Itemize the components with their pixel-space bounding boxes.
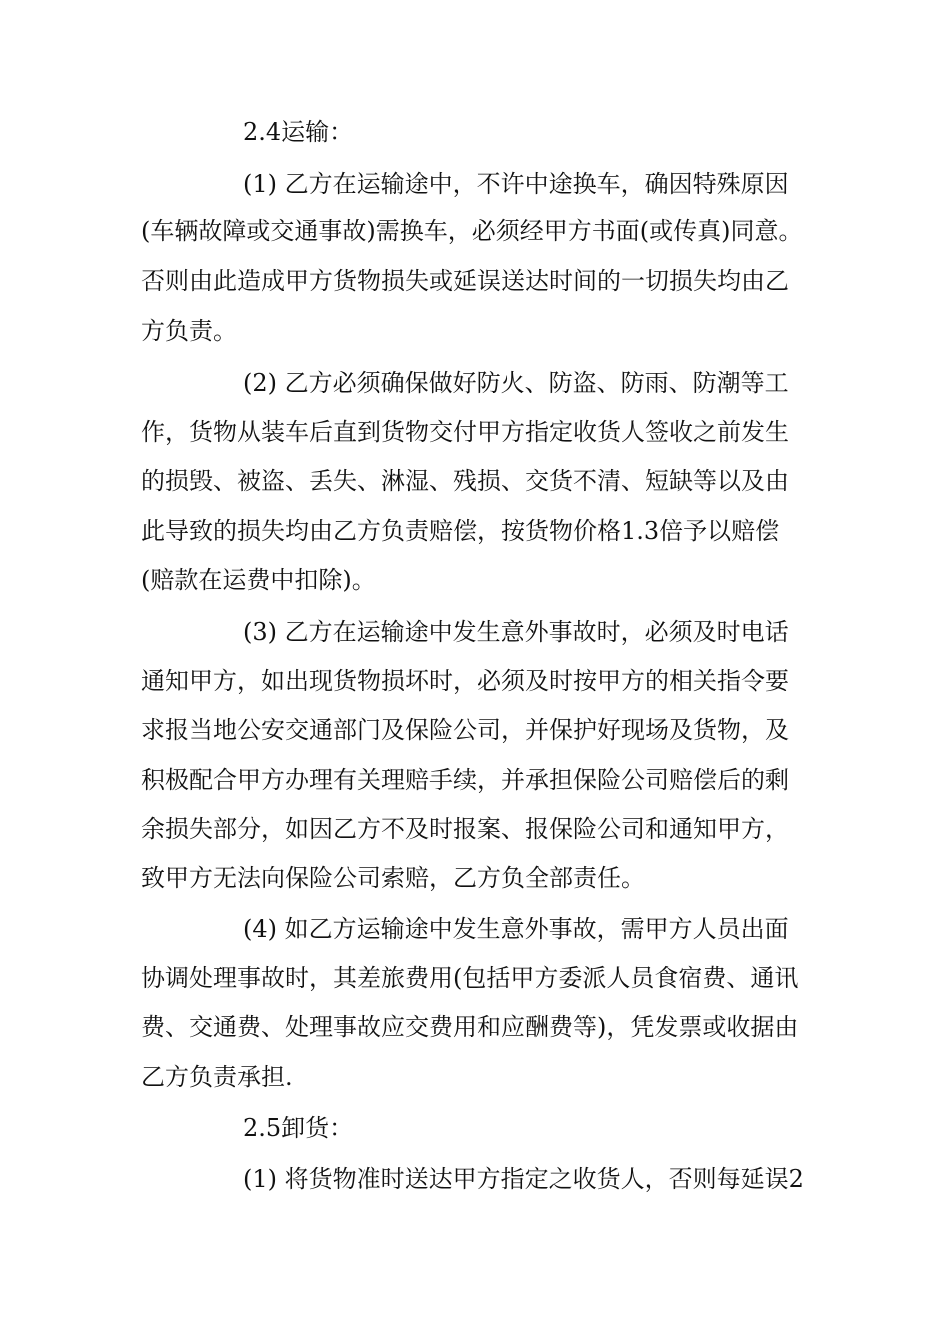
section-heading-2-5: 2.5卸货： xyxy=(243,1114,354,1142)
clause-2-line-1: (2) 乙方必须确保做好防火、防盗、防雨、防潮等工 xyxy=(243,369,789,397)
clause-3-line-4: 积极配合甲方办理有关理赔手续，并承担保险公司赔偿后的剩 xyxy=(141,766,789,794)
clause-1-line-3: 否则由此造成甲方货物损失或延误送达时间的一切损失均由乙 xyxy=(141,267,789,295)
clause-2-line-4: 此导致的损失均由乙方负责赔偿，按货物价格1.3倍予以赔偿 xyxy=(141,517,780,545)
clause-4-line-3: 费、交通费、处理事故应交费用和应酬费等)，凭发票或收据由 xyxy=(141,1013,799,1041)
clause-4-line-4: 乙方负责承担. xyxy=(141,1063,293,1091)
unloading-clause-1-line-1: (1) 将货物准时送达甲方指定之收货人，否则每延误2 xyxy=(243,1165,804,1193)
clause-1-line-4: 方负责。 xyxy=(141,317,237,345)
clause-3-line-3: 求报当地公安交通部门及保险公司，并保护好现场及货物，及 xyxy=(141,716,789,744)
section-heading-2-4: 2.4运输： xyxy=(243,118,354,146)
clause-3-line-6: 致甲方无法向保险公司索赔，乙方负全部责任。 xyxy=(141,864,645,892)
clause-2-line-5: (赔款在运费中扣除)。 xyxy=(141,566,376,594)
clause-4-line-2: 协调处理事故时，其差旅费用(包括甲方委派人员食宿费、通讯 xyxy=(141,964,799,992)
clause-4-line-1: (4) 如乙方运输途中发生意外事故，需甲方人员出面 xyxy=(243,915,789,943)
clause-3-line-2: 通知甲方，如出现货物损坏时，必须及时按甲方的相关指令要 xyxy=(141,667,789,695)
clause-3-line-1: (3) 乙方在运输途中发生意外事故时，必须及时电话 xyxy=(243,618,789,646)
clause-2-line-2: 作，货物从装车后直到货物交付甲方指定收货人签收之前发生 xyxy=(141,418,789,446)
clause-3-line-5: 余损失部分，如因乙方不及时报案、报保险公司和通知甲方， xyxy=(141,815,789,843)
clause-2-line-3: 的损毁、被盗、丢失、淋湿、残损、交货不清、短缺等以及由 xyxy=(141,467,789,495)
clause-1-line-1: (1) 乙方在运输途中，不许中途换车，确因特殊原因 xyxy=(243,170,789,198)
clause-1-line-2: (车辆故障或交通事故)需换车，必须经甲方书面(或传真)同意。 xyxy=(141,217,803,245)
